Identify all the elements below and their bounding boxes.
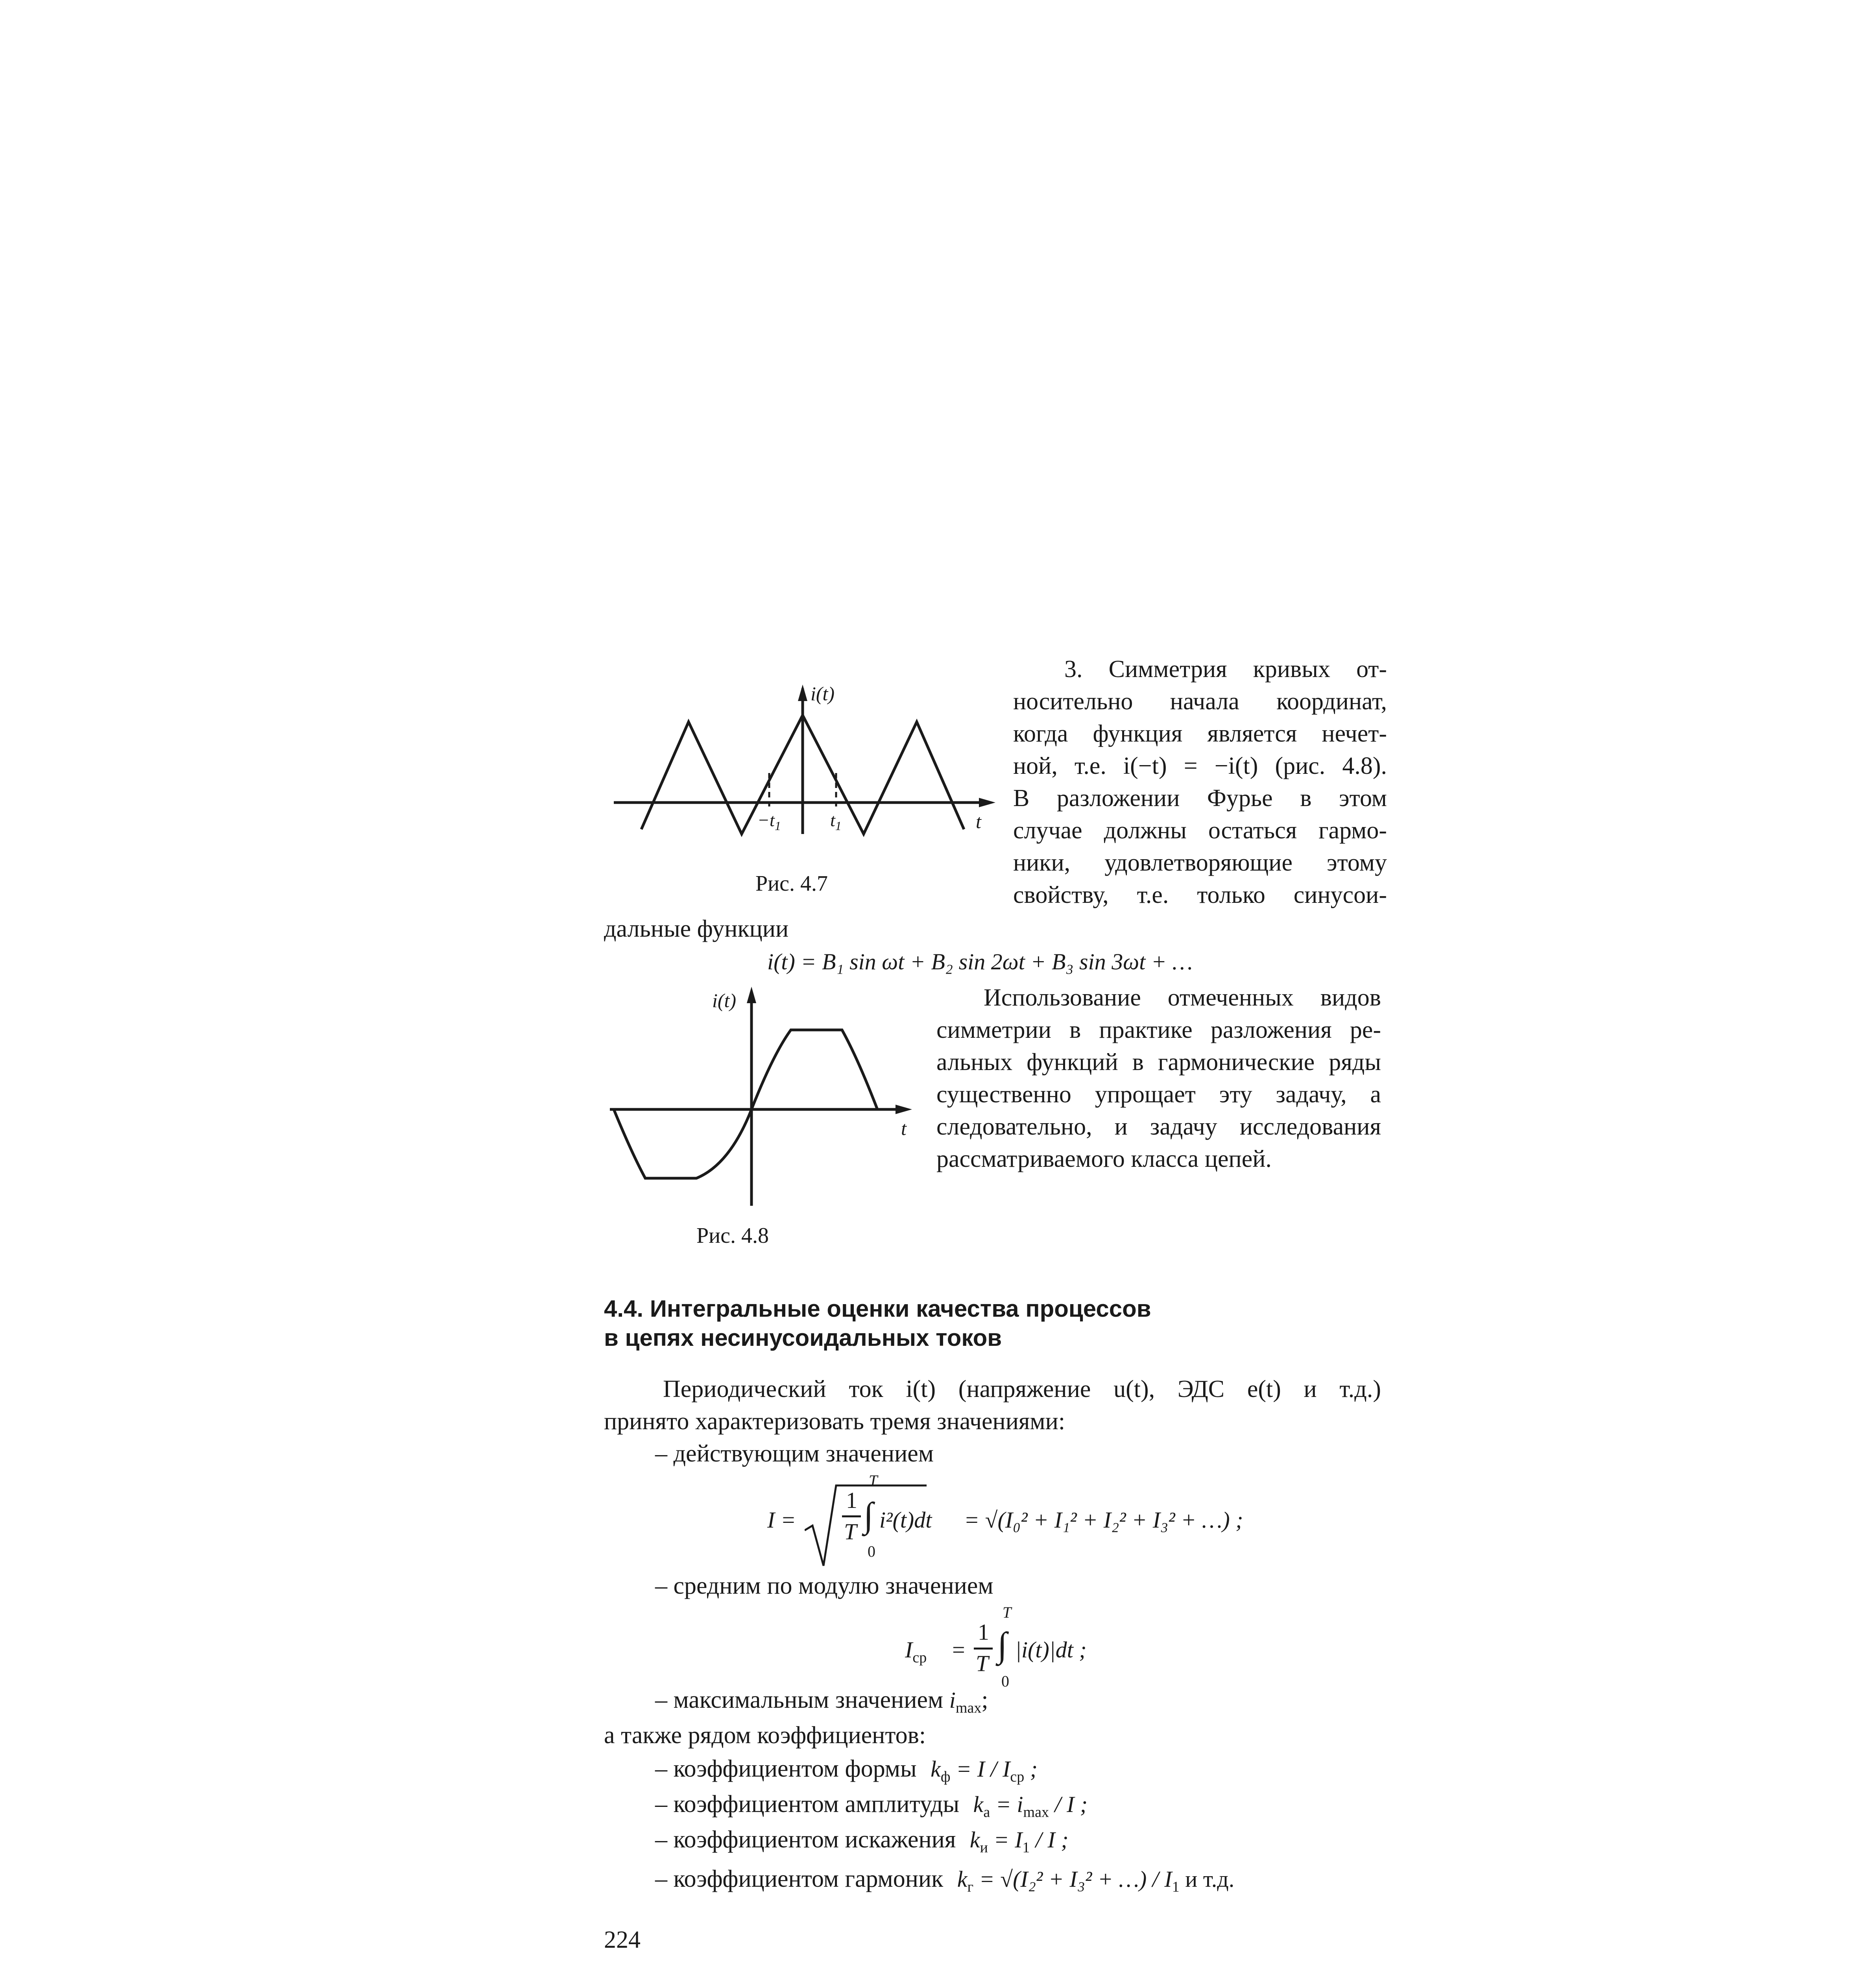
symmetry-continuation: дальные функции xyxy=(604,915,789,942)
rms-int-lower: 0 xyxy=(868,1543,875,1560)
item-avg: – средним по модулю значением xyxy=(655,1572,993,1599)
usage-line-4: существенно упрощает эту задачу, а xyxy=(936,1081,1381,1108)
coeff-harmonics-label: – коэффициентом гармоник xyxy=(655,1866,944,1892)
coeff-harmonics-formula: $k_г = √(I_2^2 + I_3^2$ + …) / $I_1$ и т.д. xyxy=(957,1866,1235,1895)
avg-frac-num: 1 xyxy=(978,1619,989,1645)
avg-frac-den: T xyxy=(976,1651,989,1676)
rms-frac-bar xyxy=(842,1515,861,1517)
symmetry-paragraph xyxy=(1013,653,1387,911)
fig48-trapezoid-sine xyxy=(614,1030,877,1178)
coeff-amplitude-formula: $k_а = i_{max} / I$ ; xyxy=(973,1792,1088,1821)
coeff-intro: а также рядом коэффициентов: xyxy=(604,1722,926,1749)
coeff-amplitude-label: – коэффициентом амплитуды xyxy=(655,1791,960,1818)
intro-paragraph xyxy=(604,1373,1381,1470)
rms-int-upper: T xyxy=(869,1472,878,1489)
symmetry-line-7: ники, удовлетворяющие этому xyxy=(1013,849,1387,876)
formula-fourier: i(t) = B₁ sin ωt + B₂ sin 2ωt + B₃ sin 3ωt + … xyxy=(767,949,1193,974)
avg-int-upper: T xyxy=(1003,1603,1012,1621)
fig47-neg-t1: $-t_1$ xyxy=(757,810,781,833)
item-max-tail: ; xyxy=(981,1687,988,1713)
item-max xyxy=(655,1684,988,1724)
symmetry-line-1: 3. Симметрия кривых от- xyxy=(1064,656,1387,683)
rms-lhs: I = xyxy=(767,1507,796,1533)
fig48-y-label: i(t) xyxy=(712,989,737,1011)
coeff-form-formula: $k_ф = I / I_{ср}$ ; xyxy=(931,1756,1038,1785)
usage-paragraph xyxy=(936,982,1381,1175)
fig47-arrow-right xyxy=(979,798,995,807)
usage-line-6: рассматриваемого класса цепей. xyxy=(936,1146,1272,1172)
avg-integral-sign: ∫ xyxy=(997,1626,1007,1664)
coeff-form-label: – коэффициентом формы xyxy=(655,1755,917,1782)
item-rms: – действующим значением xyxy=(655,1440,934,1467)
fig47-arrow-up xyxy=(798,685,807,701)
fig48-caption: Рис. 4.8 xyxy=(696,1223,769,1248)
symmetry-line-2: носительно начала координат, xyxy=(1013,688,1387,715)
avg-integrand: |i(t)|dt ; xyxy=(1015,1637,1087,1663)
item-max-symbol: $i_{max}$ xyxy=(949,1687,982,1716)
rms-frac-num: 1 xyxy=(846,1487,857,1513)
avg-eq: = xyxy=(952,1637,965,1663)
formula-avg xyxy=(905,1601,1141,1696)
usage-line-2: симметрии в практике разложения ре- xyxy=(936,1017,1381,1043)
fig48-arrow-up xyxy=(747,987,756,1003)
rms-integral-sign: ∫ xyxy=(864,1496,873,1535)
coeff-distortion xyxy=(655,1823,1234,1859)
formula-rms xyxy=(767,1472,1243,1570)
coeff-form xyxy=(655,1753,1234,1788)
section-heading xyxy=(604,1294,1151,1353)
symmetry-line-8: свойству, т.е. только синусои- xyxy=(1013,882,1387,908)
intro-line-1: Периодический ток i(t) (напряжение u(t), ЭДС e(t) и т.д.) xyxy=(663,1376,1381,1402)
symmetry-line-3: когда функция является нечет- xyxy=(1013,720,1387,747)
usage-line-1: Использование отмеченных видов xyxy=(984,984,1381,1011)
fig48-x-label: t xyxy=(901,1117,907,1139)
symmetry-line-6: случае должны остаться гармо- xyxy=(1013,817,1387,844)
coeff-list xyxy=(655,1753,1234,1902)
section-heading-line-1: 4.4. Интегральные оценки качества процессов xyxy=(604,1295,1151,1322)
usage-line-3: альных функций в гармонические ряды xyxy=(936,1049,1381,1076)
avg-int-lower: 0 xyxy=(1001,1672,1009,1690)
coeff-distortion-label: – коэффициентом искажения xyxy=(655,1826,956,1853)
coeff-distortion-formula: $k_и = I_1 / I$ ; xyxy=(969,1827,1069,1856)
coeff-harmonics xyxy=(655,1859,1234,1902)
usage-line-5: следовательно, и задачу исследования xyxy=(936,1113,1381,1140)
intro-line-2: принято характеризовать тремя значениями: xyxy=(604,1408,1065,1435)
item-max-label: – максимальным значением xyxy=(655,1687,944,1713)
symmetry-line-4: ной, т.е. i(−t) = −i(t) (рис. 4.8). xyxy=(1013,753,1387,779)
rms-rhs: = √(I₀² + I₁² + I₂² + I₃² + …) ; xyxy=(964,1507,1243,1533)
avg-lhs: $I_{ср}$ xyxy=(905,1637,927,1666)
rms-frac-den: T xyxy=(844,1519,857,1544)
coeff-amplitude xyxy=(655,1788,1234,1823)
figure-4-8 xyxy=(606,980,913,1223)
rms-integrand: i²(t)dt xyxy=(879,1507,932,1533)
symmetry-line-5: В разложении Фурье в этом xyxy=(1013,785,1387,812)
fig47-y-label: i(t) xyxy=(811,683,835,705)
fig48-arrow-right xyxy=(896,1105,912,1114)
avg-frac-bar xyxy=(974,1648,993,1650)
page-number: 224 xyxy=(604,1926,641,1953)
fig47-caption: Рис. 4.7 xyxy=(755,871,828,896)
fig47-x-label: t xyxy=(976,810,981,832)
section-heading-line-2: в цепях несинусоидальных токов xyxy=(604,1325,1002,1351)
fig47-pos-t1: $t_1$ xyxy=(830,810,842,833)
